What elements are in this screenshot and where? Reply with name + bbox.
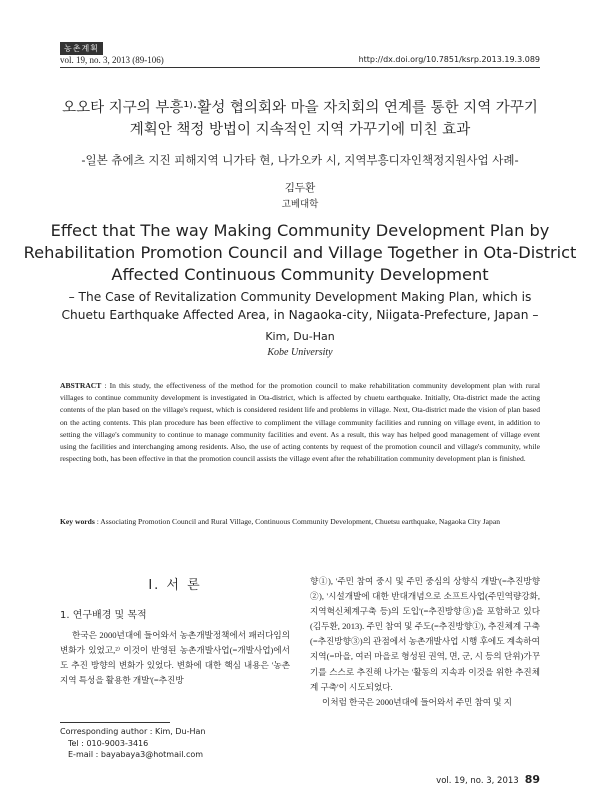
korean-affiliation: 고베대학 xyxy=(281,199,319,210)
english-title xyxy=(0,220,600,286)
abstract-label: ABSTRACT xyxy=(60,381,102,390)
english-title-line3: Affected Continuous Community Development xyxy=(111,265,489,284)
english-subtitle-line1: – The Case of Revitalization Community Development Making Plan, which is xyxy=(68,290,532,304)
keywords xyxy=(60,516,540,528)
volume-info: vol. 19, no. 3, 2013 (89-106) xyxy=(60,55,164,65)
doi-link[interactable]: http://dx.doi.org/10.7851/ksrp.2013.19.3.089 xyxy=(358,55,540,64)
footnote-rule xyxy=(60,722,170,723)
keywords-text: : Associating Promotion Council and Rural Village, Continuous Community Development, Chuetsu earthquake, Nagaoka City Japan xyxy=(96,517,501,526)
english-title-line1: Effect that The way Making Community Development Plan by xyxy=(50,221,550,240)
body-column-2-paragraph-1: 향①), '주민 참여 중시 및 주민 중심의 상향식 개발'(=추진방향②), '시설개발에 대한 반대개념으로 소프트사업(주민역량강화, 지역혁신체계구축 등)의 도입'(=추진방향③)을 포함하고 있다(김두환, 2013). 주민 참여 및 주도(=추진방향①), 추진체계 구축(=추진방향③)의 관점에서 농촌개발사업 시행 후에도 계속하여 지역(=마을, 여러 마을로 형성된 권역, 면, 군, 시 등의 단위)가꾸기를 스스로 추진해 나가는 '활동의 지속과 이것을 위한 추진체계 구축'이 시도되었다. xyxy=(310,576,540,692)
korean-title-line1: 오오타 지구의 부흥¹⁾·활성 협의회와 마을 자치회의 연계를 통한 지역 가꾸기 xyxy=(62,100,538,116)
body-column-2 xyxy=(310,574,540,710)
corresponding-author-note xyxy=(60,726,205,761)
page-number: 89 xyxy=(524,773,540,786)
english-subtitle-line2: Chuetu Earthquake Affected Area, in Nagaoka-city, Niigata-Prefecture, Japan – xyxy=(61,308,539,322)
section-title: I. 서 론 xyxy=(148,578,202,593)
keywords-label: Key words xyxy=(60,517,95,526)
korean-author: 김두환 xyxy=(284,182,316,194)
journal-logo: 농촌계획 xyxy=(60,42,103,55)
english-affiliation: Kobe University xyxy=(267,347,333,358)
header-rule xyxy=(60,67,540,68)
body-column-1-paragraph: 한국은 2000년대에 들어와서 농촌개발정책에서 패러다임의 변화가 있었고,²⁾ 이것이 반영된 농촌개발사업(=개발사업)에서도 추진 방향의 변화가 있었다. 변화에 대한 핵심 내용은 '농촌지역 특성을 활용한 개발'(=추진방 xyxy=(60,630,290,685)
english-author: Kim, Du-Han xyxy=(265,330,335,343)
corresponding-email[interactable]: E-mail : bayabaya3@hotmail.com xyxy=(68,750,204,759)
page-footer xyxy=(436,773,540,786)
abstract-text: : In this study, the effectiveness of the method for the promotion council to make rehabilitation community development plan with rural villages to continue community development is investigated in Ota-district, which is affected by chuetu earthquake. Initially, Ota-district made the acting contents of the plan based on the village's request, which is considered resident life and problems in village. Next, Ota-district made the vision of plan based on the acting contents. This plan procedure has been effective to compliment the village community facilities and running on village event, in addition to setting the village's community to continue to manage community facilities and event. As a result, this way has helped good management of village event using the facilities and interchanging among residents. Also, the use of acting contents by request of the promotion council and village's community, while respecting both, has been effective in that the promotion council assists the village event after the rehabilitation community development plan is finished. xyxy=(60,381,540,464)
english-subtitle xyxy=(0,288,600,324)
subsection-title: 1. 연구배경 및 목적 xyxy=(60,610,147,621)
footer-issue: vol. 19, no. 3, 2013 xyxy=(436,776,519,786)
korean-subtitle: -일본 츄에츠 지진 피해지역 니가타 현, 나가오카 시, 지역부흥디자인책정지원사업 사례- xyxy=(81,153,519,167)
korean-title-line2: 계획안 책정 방법이 지속적인 지역 가꾸기에 미친 효과 xyxy=(129,122,471,138)
corresponding-tel: Tel : 010-9003-3416 xyxy=(68,738,149,748)
abstract xyxy=(60,380,540,465)
body-column-2-paragraph-2: 이처럼 한국은 2000년대에 들어와서 주민 참여 및 지 xyxy=(322,696,512,707)
english-title-line2: Rehabilitation Promotion Council and Village Together in Ota-District xyxy=(23,243,577,262)
corresponding-author: Corresponding author : Kim, Du-Han xyxy=(60,727,206,736)
